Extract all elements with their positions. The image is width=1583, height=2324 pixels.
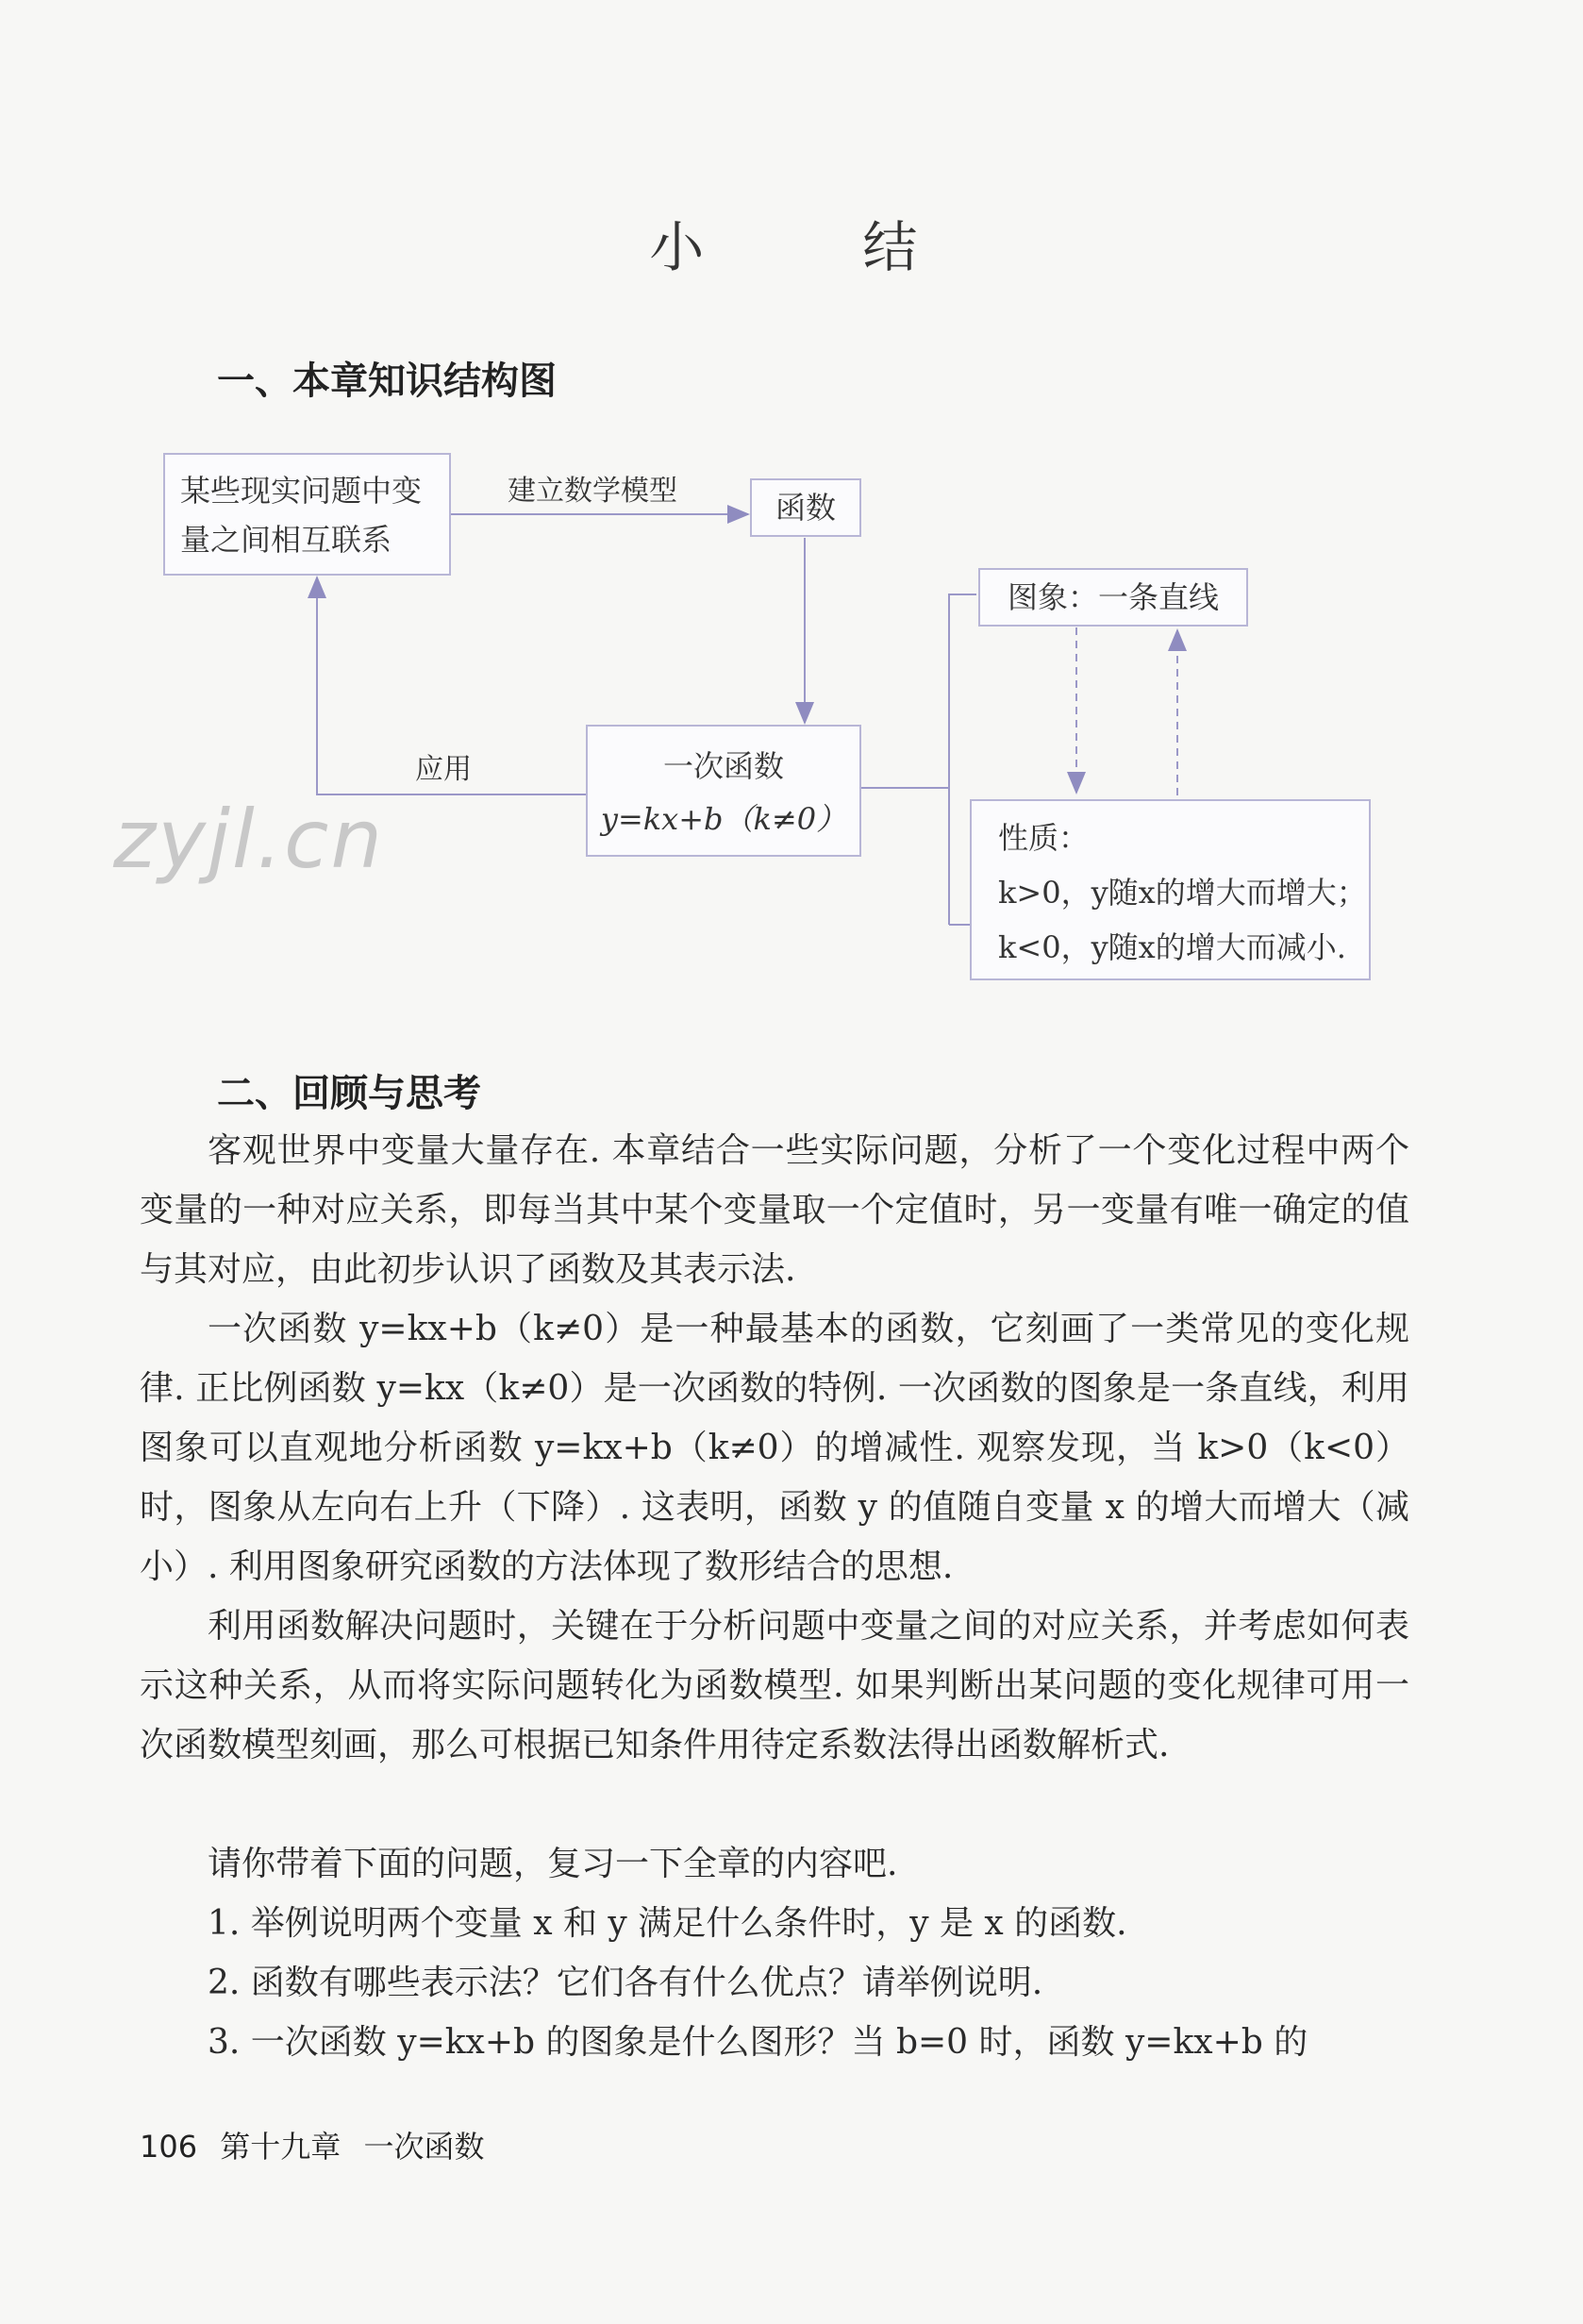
box-function: 函数 [750, 478, 861, 537]
paragraph-3: 利用函数解决问题时，关键在于分析问题中变量之间的对应关系，并考虑如何表示这种关系，从而将实际问题转化为函数模型. 如果判断出某问题的变化规律可用一次函数模型刻画，那么可根据已知条件用待定系数法得出函数解析式. [140, 1607, 1409, 1764]
box-property-decrease: k<0，y随x的增大而减小. [998, 929, 1346, 965]
box-linear-formula: y=kx+b（k≠0） [600, 801, 847, 837]
box-graph: 图象：一条直线 [978, 568, 1248, 627]
box-property [970, 799, 1371, 980]
box-linear-function [586, 725, 861, 857]
section2-heading: 二、回顾与思考 [217, 1072, 481, 1115]
bracket-linear-to-graph-property [861, 594, 976, 788]
question-3: 3. 一次函数 y=kx+b 的图象是什么图形？当 b=0 时，函数 y=kx+b 的 [208, 2023, 1308, 2062]
label-build-model: 建立数学模型 [508, 475, 677, 508]
chapter-label: 第十九章 [220, 2129, 342, 2165]
box-property-increase: k>0，y随x的增大而增大； [998, 875, 1367, 911]
page-number: 106 [140, 2129, 198, 2165]
watermark: zyjl.cn [113, 793, 384, 887]
box-real-world-line1: 某些现实问题中变 [180, 473, 423, 509]
question-1: 1. 举例说明两个变量 x 和 y 满足什么条件时，y 是 x 的函数. [208, 1904, 1127, 1943]
box-property-title: 性质： [998, 820, 1090, 856]
page-title: 小 结 [649, 215, 934, 279]
page-footer [140, 2123, 497, 2166]
section1-heading: 一、本章知识结构图 [217, 359, 557, 403]
paragraph-2: 一次函数 y=kx+b（k≠0）是一种最基本的函数，它刻画了一类常见的变化规律. 正比例函数 y=kx（k≠0）是一次函数的特例. 一次函数的图象是一条直线，利用图象可以直观地分析函数 y=kx+b（k≠0）的增减性. 观察发现，当 k>0（k<0）时，图象从左向右上升（下降）. 这表明，函数 y 的值随自变量 x 的增大而增大（减小）. 利用图象研究函数的方法体现了数形结合的思想. [140, 1310, 1409, 1586]
label-apply: 应用 [415, 753, 472, 786]
paragraph-4: 请你带着下面的问题，复习一下全章的内容吧. [208, 1845, 898, 1883]
box-linear-title: 一次函数 [662, 748, 784, 784]
paragraph-1: 客观世界中变量大量存在. 本章结合一些实际问题，分析了一个变化过程中两个变量的一种对应关系，即每当其中某个变量取一个定值时，另一变量有唯一确定的值与其对应，由此初步认识了函数及其表示法. [140, 1131, 1409, 1289]
box-real-world-line2: 量之间相互联系 [180, 522, 392, 558]
box-real-world-variables [163, 453, 451, 576]
question-2: 2. 函数有哪些表示法？它们各有什么优点？请举例说明. [208, 1964, 1043, 2002]
chapter-title: 一次函数 [363, 2129, 485, 2165]
